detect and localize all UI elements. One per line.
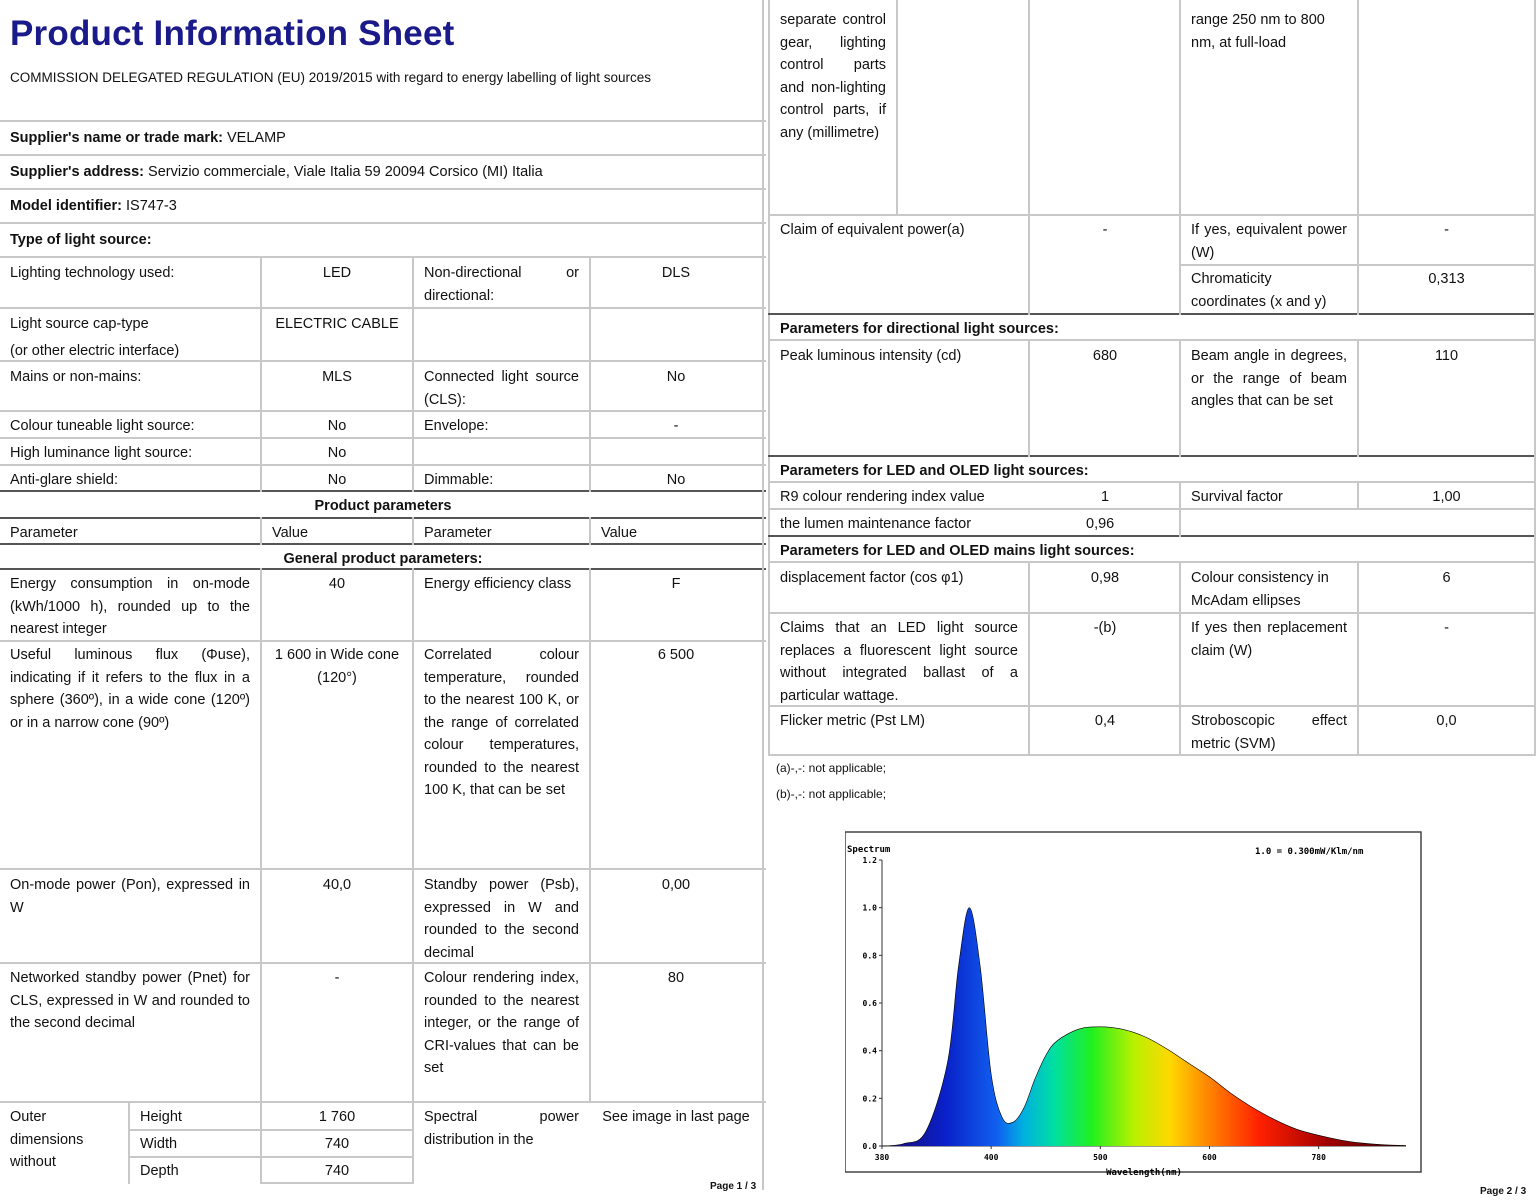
flicker-value: 0,4: [1094, 713, 1116, 729]
general-parameters-header: General product parameters:: [283, 551, 483, 567]
anti-glare-label: Anti-glare shield:: [10, 472, 118, 488]
depth-value: 740: [324, 1163, 350, 1179]
beam-angle-label: Beam angle in degrees, or the range of beam angles that can be set: [1191, 348, 1347, 409]
energy-label: Energy consumption in on-mode (kWh/1000 h), rounded up to the nearest integer: [10, 576, 250, 637]
envelope-label: Envelope:: [424, 418, 489, 434]
envelope-value: -: [673, 418, 679, 434]
flux-value: 1 600 in Wide cone (120°): [274, 647, 400, 686]
y-tick-label: 0.0: [862, 1142, 877, 1151]
width-label: Width: [140, 1136, 178, 1152]
page-number: Page 1 / 3: [710, 1181, 757, 1192]
high-lum-value: No: [327, 445, 347, 461]
fluorescent-claim-label: Claims that an LED light source replaces a fluorescent light source without integrated ballast of a particular wattage.: [780, 620, 1018, 704]
cri-value: 80: [667, 970, 685, 986]
onmode-label: On-mode power (Pon), expressed in W: [10, 877, 250, 916]
standby-value: 0,00: [661, 877, 691, 893]
high-lum-label: High luminance light source:: [10, 445, 193, 461]
model-label: Model identifier:: [10, 198, 122, 214]
x-tick-label: 780: [1311, 1153, 1326, 1162]
tuneable-value: No: [327, 418, 347, 434]
equiv-power-value: -: [1102, 222, 1108, 238]
model-value: IS747-3: [126, 198, 177, 214]
spd-label: Spectral power distribution in the: [424, 1109, 579, 1148]
networked-label: Networked standby power (Pnet) for CLS, expressed in W and rounded to the second decimal: [10, 970, 250, 1031]
x-tick-label: 380: [874, 1153, 890, 1162]
cct-label: Correlated colour temperature, rounded to the nearest 100 K, or the range of correlated colour temperatures, rounded to the nearest 100 K, that can be set: [424, 647, 579, 798]
page-title: Product Information Sheet: [10, 14, 455, 53]
peak-intensity-value: 680: [1092, 348, 1118, 364]
note-a: (a)-,-: not applicable;: [776, 761, 887, 775]
chart-xlabel: Wavelength(nm): [1106, 1168, 1182, 1178]
cap-type-label: [0, 310, 260, 360]
y-tick-label: 1.0: [862, 903, 877, 913]
survival-factor-label: Survival factor: [1191, 489, 1283, 505]
cct-value: 6 500: [657, 647, 695, 663]
col-param-2: Parameter: [424, 525, 492, 541]
col-value-2: Value: [601, 525, 638, 541]
type-header: Type of light source:: [10, 232, 152, 248]
supplier-name-row: [0, 124, 760, 154]
energy-value: 40: [328, 576, 346, 592]
outer-dimensions-label: Outer dimensions without: [10, 1109, 84, 1170]
x-tick-label: 600: [1202, 1153, 1217, 1162]
led-header: Parameters for LED and OLED light sources:: [780, 463, 1089, 479]
col-param-1: Parameter: [10, 525, 78, 541]
page-2: [768, 0, 1538, 1200]
lighting-tech-value: LED: [322, 265, 352, 281]
supplier-name-value: VELAMP: [227, 130, 286, 146]
chromaticity-label: Chromaticity coordinates (x and y): [1191, 271, 1327, 310]
equiv-power-w-value: -: [1444, 222, 1449, 238]
lumen-maintenance-value: 0,96: [1086, 516, 1115, 532]
y-tick-label: 0.6: [862, 999, 877, 1008]
supplier-name-label: Supplier's name or trade mark:: [10, 130, 223, 146]
supplier-address-value: Servizio commerciale, Viale Italia 59 20094 Corsico (MI) Italia: [148, 164, 543, 180]
col-value-1: Value: [272, 525, 309, 541]
note-b: (b)-,-: not applicable;: [776, 787, 887, 801]
model-row: [0, 192, 760, 222]
height-value: 1 760: [318, 1109, 356, 1125]
height-label: Height: [140, 1109, 182, 1125]
directional-header: Parameters for directional light sources:: [780, 321, 1059, 337]
stroboscopic-label: Stroboscopic effect metric (SVM): [1191, 713, 1347, 752]
replacement-claim-value: -: [1444, 620, 1449, 636]
supplier-address-row: [0, 158, 760, 188]
efficiency-class-label: Energy efficiency class: [424, 576, 572, 592]
peak-intensity-label: Peak luminous intensity (cd): [780, 348, 962, 364]
directional-value: DLS: [661, 265, 691, 281]
page-1: [0, 0, 766, 1200]
standby-label: Standby power (Psb), expressed in W and rounded to the second decimal: [424, 877, 579, 961]
beam-angle-value: 110: [1434, 348, 1459, 364]
y-tick-label: 0.4: [862, 1046, 877, 1056]
chromaticity-value: 0,313: [1428, 271, 1465, 287]
colour-consistency-label: Colour consistency in McAdam ellipses: [1191, 570, 1329, 609]
y-tick-label: 0.2: [862, 1094, 877, 1104]
lumen-maintenance-label: the lumen maintenance factor: [780, 516, 972, 532]
x-tick-label: 500: [1093, 1153, 1108, 1162]
cri-label: Colour rendering index, rounded to the nearest integer, or the range of CRI-values that can be set: [424, 970, 579, 1076]
width-value: 740: [324, 1136, 350, 1152]
lighting-tech-label: Lighting technology used:: [10, 265, 175, 281]
cls-label: Connected light source (CLS):: [424, 369, 579, 408]
dimmable-label: Dimmable:: [424, 472, 494, 488]
colour-consistency-value: 6: [1442, 570, 1451, 586]
y-tick-label: 1.2: [862, 856, 877, 865]
y-tick-label: 0.8: [862, 951, 877, 961]
dimmable-value: No: [666, 472, 686, 488]
flux-label: Useful luminous flux (Φuse), indicating if it refers to the flux in a sphere (360º), in a wide cone (120º) or in a narrow cone (90º): [10, 647, 250, 731]
spd-continued-label: range 250 nm to 800 nm, at full-load: [1191, 12, 1325, 51]
efficiency-class-value: F: [671, 576, 681, 592]
depth-label: Depth: [140, 1163, 179, 1179]
networked-value: -: [334, 970, 340, 986]
spectrum-chart: [845, 830, 1425, 1182]
regulation-text: COMMISSION DELEGATED REGULATION (EU) 2019/2015 with regard to energy labelling of light sources: [10, 70, 651, 85]
r9-label: R9 colour rendering index value: [780, 489, 985, 505]
anti-glare-value: No: [327, 472, 347, 488]
mains-header: Parameters for LED and OLED mains light sources:: [780, 543, 1135, 559]
survival-factor-value: 1,00: [1432, 489, 1461, 505]
spd-value: See image in last page: [602, 1109, 750, 1125]
fluorescent-claim-value: -(b): [1093, 620, 1117, 636]
cls-value: No: [666, 369, 686, 385]
directional-label: Non-directional or directional:: [424, 265, 579, 304]
displacement-value: 0,98: [1090, 570, 1120, 586]
cap-type-value: ELECTRIC CABLE: [275, 316, 399, 332]
tuneable-label: Colour tuneable light source:: [10, 418, 195, 434]
replacement-claim-label: If yes then replacement claim (W): [1191, 620, 1347, 659]
onmode-value: 40,0: [322, 877, 352, 893]
chart-annotation: 1.0 = 0.300mW/Klm/nm: [1255, 847, 1364, 857]
page-number-2: Page 2 / 3: [1480, 1186, 1527, 1197]
dimensions-continued-label: separate control gear, lighting control parts and non-lighting control parts, if any (millimetre): [780, 12, 886, 141]
cap-type-label-b: (or other electric interface): [10, 342, 180, 359]
equiv-power-label: Claim of equivalent power(a): [780, 222, 965, 238]
product-parameters-header: Product parameters: [314, 498, 452, 514]
displacement-label: displacement factor (cos φ1): [780, 570, 964, 586]
r9-value: 1: [1100, 489, 1110, 505]
supplier-address-label: Supplier's address:: [10, 164, 144, 180]
mains-label: Mains or non-mains:: [10, 369, 142, 385]
mains-value: MLS: [322, 369, 352, 385]
x-tick-label: 400: [983, 1153, 999, 1162]
cap-type-label-a: Light source cap-type: [10, 316, 149, 332]
stroboscopic-value: 0,0: [1436, 713, 1457, 729]
chart-ylabel: Spectrum: [847, 845, 891, 855]
equiv-power-w-label: If yes, equivalent power (W): [1191, 222, 1347, 261]
flicker-label: Flicker metric (Pst LM): [780, 713, 925, 729]
